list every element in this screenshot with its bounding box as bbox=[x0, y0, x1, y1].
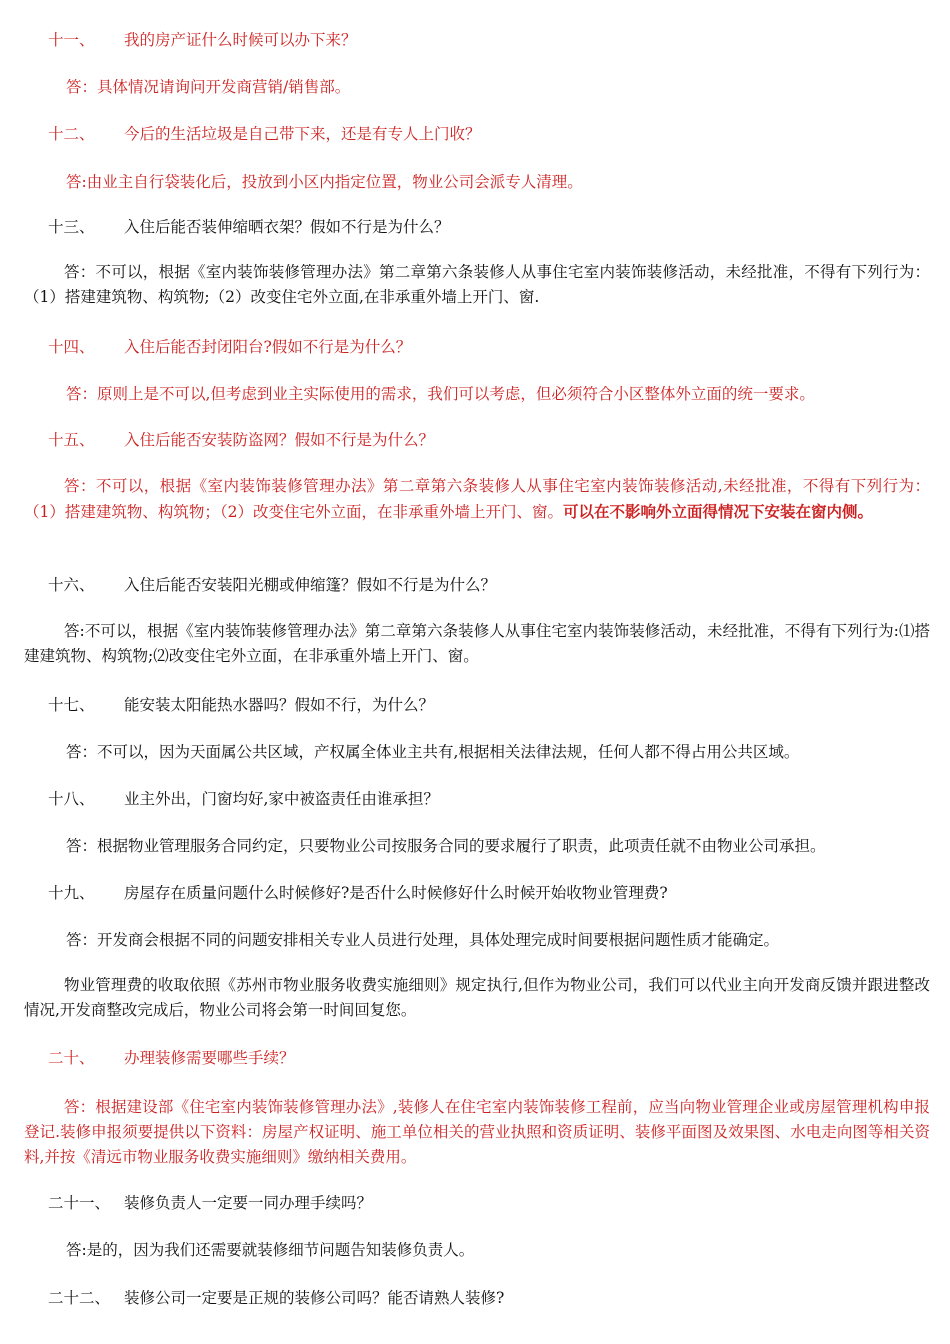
question-18 bbox=[48, 787, 439, 809]
answer-16: 答:不可以，根据《室内装饰装修管理办法》第二章第六条装修人从事住宅室内装饰装修活动，未经批准，不得有下列行为:⑴搭建建筑物、构筑物;⑵改变住宅外立面，在非承重外墙上开门、窗。 bbox=[24, 622, 930, 665]
question-text: 房屋存在质量问题什么时候修好?是否什么时候修好什么时候开始收物业管理费? bbox=[124, 884, 668, 902]
answer-19: 答：开发商会根据不同的问题安排相关专业人员进行处理，具体处理完成时间要根据问题性质才能确定。 bbox=[66, 931, 780, 949]
question-21 bbox=[48, 1191, 372, 1213]
answer-13: 答：不可以，根据《室内装饰装修管理办法》第二章第六条装修人从事住宅室内装饰装修活动，未经批准，不得有下列行为：（1）搭建建筑物、构筑物;（2）改变住宅外立面,在非承重外墙上开门、窗. bbox=[24, 263, 930, 306]
question-number: 十七、 bbox=[48, 696, 95, 714]
answer-20: 答：根据建设部《住宅室内装饰装修管理办法》,装修人在住宅室内装饰装修工程前，应当向物业管理企业或房屋管理机构申报登记.装修申报须要提供以下资料：房屋产权证明、施工单位相关的营业执照和资质证明、装修平面图及效果图、水电走向图等相关资料,并按《清远市物业服务收费实施细则》缴纳相关费用。 bbox=[24, 1098, 930, 1166]
question-number: 十五、 bbox=[48, 431, 95, 449]
question-text: 装修负责人一定要一同办理手续吗？ bbox=[124, 1194, 373, 1212]
question-number: 十四、 bbox=[48, 338, 95, 356]
question-11 bbox=[48, 28, 357, 50]
question-number: 十三、 bbox=[48, 218, 95, 236]
question-19 bbox=[48, 881, 668, 903]
question-text: 装修公司一定要是正规的装修公司吗？能否请熟人装修? bbox=[124, 1289, 505, 1307]
question-text: 入住后能否装伸缩晒衣架？假如不行是为什么？ bbox=[124, 218, 450, 236]
answer-19-note: 物业管理费的收取依照《苏州市物业服务收费实施细则》规定执行,但作为物业公司，我们可以代业主向开发商反馈并跟进整改情况,开发商整改完成后，物业公司将会第一时间回复您。 bbox=[24, 976, 930, 1019]
question-22 bbox=[48, 1286, 504, 1308]
question-12 bbox=[48, 122, 481, 144]
answer-text: 答：不可以，根据《室内装饰装修管理办法》第二章第六条装修人从事住宅室内装饰装修活动,未经批准，不得有下列行为：（1）搭建建筑物、构筑物；（2）改变住宅外立面，在非承重外墙上开门、窗。 bbox=[24, 477, 930, 521]
answer-21: 答:是的，因为我们还需要就装修细节问题告知装修负责人。 bbox=[66, 1241, 475, 1259]
answer-14: 答：原则上是不可以,但考虑到业主实际使用的需求，我们可以考虑，但必须符合小区整体外立面的统一要求。 bbox=[66, 385, 815, 403]
question-text: 我的房产证什么时候可以办下来？ bbox=[124, 31, 357, 49]
question-number: 十九、 bbox=[48, 884, 95, 902]
question-number: 二十一、 bbox=[48, 1194, 111, 1212]
question-text: 办理装修需要哪些手续？ bbox=[124, 1049, 295, 1067]
answer-17: 答：不可以，因为天面属公共区域，产权属全体业主共有,根据相关法律法规，任何人都不得占用公共区域。 bbox=[66, 743, 800, 761]
answer-12: 答:由业主自行袋装化后，投放到小区内指定位置，物业公司会派专人清理。 bbox=[66, 173, 583, 191]
question-number: 二十、 bbox=[48, 1049, 95, 1067]
answer-15 bbox=[24, 474, 930, 525]
question-number: 十八、 bbox=[48, 790, 95, 808]
question-text: 业主外出，门窗均好,家中被盗责任由谁承担？ bbox=[124, 790, 439, 808]
question-20 bbox=[48, 1046, 295, 1068]
question-15 bbox=[48, 428, 434, 450]
answer-11: 答：具体情况请询问开发商营销/销售部。 bbox=[66, 78, 351, 96]
answer-emphasis: 可以在不影响外立面得情况下安装在窗内侧。 bbox=[562, 502, 873, 521]
question-number: 十六、 bbox=[48, 576, 95, 594]
question-number: 十二、 bbox=[48, 125, 95, 143]
question-text: 能安装太阳能热水器吗？假如不行，为什么？ bbox=[124, 696, 435, 714]
question-13 bbox=[48, 215, 450, 237]
question-14 bbox=[48, 335, 411, 357]
answer-18: 答：根据物业管理服务合同约定，只要物业公司按服务合同的要求履行了职责，此项责任就不由物业公司承担。 bbox=[66, 837, 826, 855]
question-text: 入住后能否封闭阳台?假如不行是为什么？ bbox=[124, 338, 412, 356]
question-text: 今后的生活垃圾是自己带下来，还是有专人上门收？ bbox=[124, 125, 481, 143]
question-17 bbox=[48, 693, 434, 715]
question-text: 入住后能否安装防盗网？假如不行是为什么？ bbox=[124, 431, 435, 449]
question-number: 二十二、 bbox=[48, 1289, 111, 1307]
question-text: 入住后能否安装阳光棚或伸缩篷？假如不行是为什么？ bbox=[124, 576, 497, 594]
question-16 bbox=[48, 573, 496, 595]
question-number: 十一、 bbox=[48, 31, 95, 49]
